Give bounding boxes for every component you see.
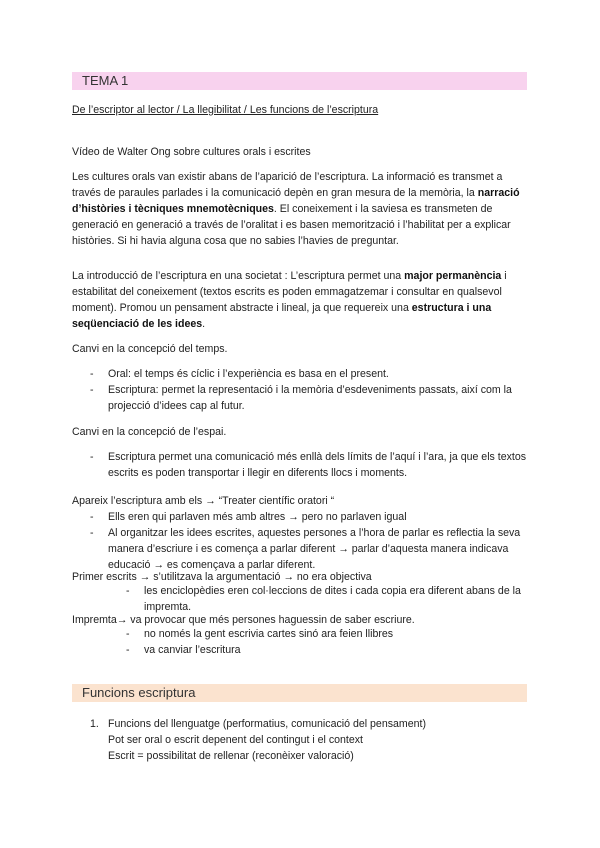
list-line: Pot ser oral o escrit depenent del contingut i el context xyxy=(108,734,363,746)
video-line: Vídeo de Walter Ong sobre cultures orals i escrites xyxy=(72,146,311,158)
paragraph-introduction-writing xyxy=(72,268,532,332)
list-number: 1. xyxy=(90,718,99,730)
para1-text-1: Les cultures orals van existir abans de l’aparició de l’escriptura. La informació es transmet a través de paraules parlades i la comunicació depèn en gran mesura de la memòria, la xyxy=(72,171,503,199)
espai-list xyxy=(72,449,532,481)
apareix-list xyxy=(72,509,532,573)
primer-title: Primer escrits → s’utilitzava la argumentació → no era objectiva xyxy=(72,571,372,583)
list-item: - Ells eren qui parlaven més amb altres → pero no parlaven igual xyxy=(72,509,532,525)
list-line: Funcions del llenguatge (performatius, comunicació del pensament) xyxy=(108,718,426,730)
impremta-list xyxy=(72,626,532,658)
list-item: - Oral: el temps és cíclic i l’experiència es basa en el present. xyxy=(72,366,532,382)
para2-text-2: i estabilitat del coneixement (textos escrits es poden emmagatzemar i consultar en qualsevol moment). Promou un pensament abstracte i lineal, ja que requereix una xyxy=(72,270,507,314)
espai-title: Canvi en la concepció de l’espai. xyxy=(72,426,227,438)
temps-list xyxy=(72,366,532,414)
topic-link[interactable]: De l’escriptor al lector / La llegibilitat / Les funcions de l’escriptura xyxy=(72,104,379,116)
list-item: - Escriptura: permet la representació i la memòria d’esdeveniments passats, així com la projecció d’idees cap al futur. xyxy=(72,382,532,414)
para1-text-2: . El coneixement i la saviesa es transmeten de generació en generació a través de l’oralitat i es basen memorització i l’habilitat per a explicar històries. Si hi havia alguna cosa que no sabies l’havies de preguntar. xyxy=(72,203,511,247)
paragraph-oral-cultures xyxy=(72,169,532,249)
para2-bold-1: major permanència xyxy=(404,270,502,282)
list-item: - Escriptura permet una comunicació més enllà dels límits de l’aquí i l’ara, ja que els textos escrits es poden transportar i llegir en diferents llocs i moments. xyxy=(72,449,532,481)
list-item: - les enciclopèdies eren col·leccions de dites i cada copia era diferent abans de la impremta. xyxy=(72,583,532,615)
para2-text-3: . xyxy=(202,318,206,330)
para1-bold-1: narració d’històries i tècniques mnemotècniques xyxy=(72,187,520,215)
para2-bold-2: estructura i una seqüenciació de les idees xyxy=(72,302,492,330)
list-item: - va canviar l’escritura xyxy=(72,642,532,658)
funcions-list xyxy=(72,716,532,764)
list-item: - no només la gent escrivia cartes sinó ara feien llibres xyxy=(72,626,532,642)
para2-text-1: La introducció de l’escriptura en una societat : L’escriptura permet una xyxy=(72,270,405,282)
primer-list xyxy=(72,583,532,615)
temps-title: Canvi en la concepció del temps. xyxy=(72,343,228,355)
impremta-title: Impremta→ va provocar que més persones haguessin de saber escriure. xyxy=(72,614,415,626)
tema-heading: TEMA 1 xyxy=(72,72,527,90)
list-item: - Al organitzar les idees escrites, aquestes persones a l’hora de parlar es reflectia la seva manera d’escriure i es comença a parlar diferent → parlar d’aquesta manera indicava educació → es començava a parlar diferent. xyxy=(72,525,532,573)
list-item xyxy=(72,716,532,764)
apareix-title: Apareix l’escriptura amb els → “Treater científic oratori “ xyxy=(72,495,335,507)
list-line: Escrit = possibilitat de rellenar (reconèixer valoració) xyxy=(108,750,354,762)
funcions-heading: Funcions escriptura xyxy=(72,684,527,702)
